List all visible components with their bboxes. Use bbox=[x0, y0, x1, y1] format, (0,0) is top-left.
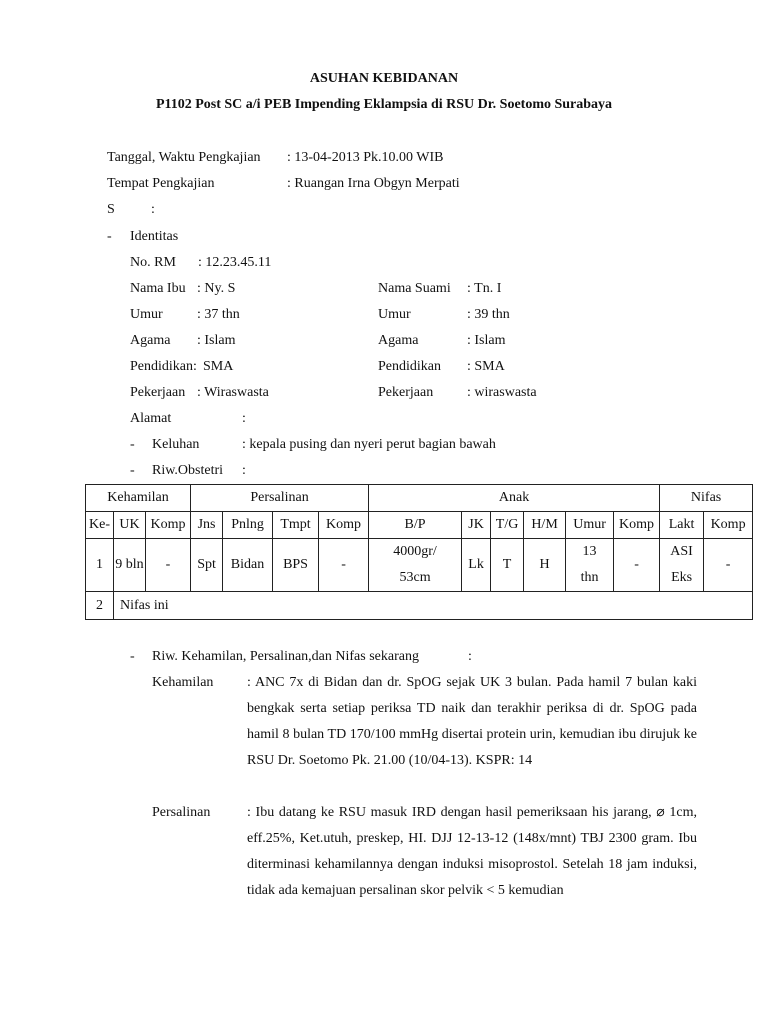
suami-agama-label: Agama bbox=[378, 333, 419, 348]
tempat-label: Tempat Pengkajian bbox=[107, 176, 215, 191]
riw-obstetri-bullet: - bbox=[130, 463, 135, 478]
header-jk: JK bbox=[462, 512, 491, 539]
riw-sekarang-colon: : bbox=[468, 649, 472, 664]
document-subtitle: P1102 Post SC a/i PEB Impending Eklampsia di RSU Dr. Soetomo Surabaya bbox=[155, 97, 613, 112]
document-title: ASUHAN KEBIDANAN bbox=[309, 71, 459, 86]
keluhan-label: Keluhan bbox=[152, 437, 200, 452]
tempat-value: : Ruangan Irna Obgyn Merpati bbox=[287, 176, 460, 191]
cell-umur bbox=[566, 539, 614, 592]
cell-komp: - bbox=[614, 539, 660, 592]
cell-bp-line2: 53cm bbox=[399, 570, 431, 585]
suami-agama-value: : Islam bbox=[467, 333, 506, 348]
header-tg: T/G bbox=[491, 512, 524, 539]
no-rm-label: No. RM bbox=[130, 255, 176, 270]
kehamilan-text: : ANC 7x di Bidan dan dr. SpOG sejak UK 3 bulan. Pada hamil 7 bulan kaki bengkak serta setiap periksa TD naik dan terakhir periksa di dr. SpOG pada hamil 8 bulan TD 170/100 mmHg disertai protein urin, kemudian ibu dirujuk ke RSU Dr. Soetomo Pk. 21.00 (10/04-13). KSPR: 14 bbox=[247, 675, 697, 768]
cell-komp: - bbox=[319, 539, 369, 592]
suami-umur-value: : 39 thn bbox=[467, 307, 510, 322]
header-tmpt: Tmpt bbox=[273, 512, 319, 539]
cell-umur-line1: 13 bbox=[582, 544, 597, 559]
table-row bbox=[86, 592, 753, 620]
s-label: S bbox=[107, 202, 115, 217]
no-rm-value: : 12.23.45.11 bbox=[198, 255, 272, 270]
cell-uk: 9 bln bbox=[114, 539, 146, 592]
cell-tmpt: BPS bbox=[273, 539, 319, 592]
identitas-label: Identitas bbox=[130, 229, 179, 244]
cell-jk: Lk bbox=[462, 539, 491, 592]
cell-lakt-line1: ASI bbox=[670, 544, 693, 559]
table-row bbox=[86, 539, 753, 592]
header-komp: Komp bbox=[319, 512, 369, 539]
group-anak: Anak bbox=[369, 485, 660, 512]
riw-obstetri-colon: : bbox=[242, 463, 246, 478]
header-pnlng: Pnlng bbox=[223, 512, 273, 539]
cell-hm: H bbox=[524, 539, 566, 592]
group-persalinan: Persalinan bbox=[191, 485, 369, 512]
header-hm: H/M bbox=[524, 512, 566, 539]
cell-ke: 1 bbox=[86, 539, 114, 592]
ibu-agama-value: : Islam bbox=[197, 333, 236, 348]
ibu-umur-value: : 37 thn bbox=[197, 307, 240, 322]
header-komp: Komp bbox=[146, 512, 191, 539]
header-jns: Jns bbox=[191, 512, 223, 539]
cell-bp bbox=[369, 539, 462, 592]
header-ke: Ke- bbox=[86, 512, 114, 539]
header-lakt: Lakt bbox=[660, 512, 704, 539]
riw-sekarang-bullet: - bbox=[130, 649, 135, 664]
header-bp: B/P bbox=[369, 512, 462, 539]
keluhan-value: : kepala pusing dan nyeri perut bagian bawah bbox=[242, 437, 496, 452]
cell-pnlng: Bidan bbox=[223, 539, 273, 592]
persalinan-text: : Ibu datang ke RSU masuk IRD dengan hasil pemeriksaan his jarang, ⌀ 1cm, eff.25%, Ket.utuh, preskep, HI. DJJ 12-13-12 (148x/mnt) TBJ 2300 gram. Ibu diterminasi kehamilannya dengan induksi misoprostol. Setelah 18 jam induksi, tidak ada kemajuan persalinan skor pelvik < 5 kemudian bbox=[247, 805, 697, 898]
ibu-nama-label: Nama Ibu bbox=[130, 281, 186, 296]
cell-bp-line1: 4000gr/ bbox=[393, 544, 437, 559]
suami-pendidikan-label: Pendidikan bbox=[378, 359, 441, 374]
s-colon: : bbox=[151, 202, 155, 217]
obstetric-history-table bbox=[85, 484, 753, 620]
ibu-pekerjaan-value: : Wiraswasta bbox=[197, 385, 269, 400]
suami-pekerjaan-label: Pekerjaan bbox=[378, 385, 434, 400]
kehamilan-label: Kehamilan bbox=[152, 675, 214, 690]
group-kehamilan: Kehamilan bbox=[86, 485, 191, 512]
suami-nama-label: Nama Suami bbox=[378, 281, 451, 296]
header-umur: Umur bbox=[566, 512, 614, 539]
ibu-umur-label: Umur bbox=[130, 307, 163, 322]
ibu-agama-label: Agama bbox=[130, 333, 171, 348]
riw-obstetri-label: Riw.Obstetri bbox=[152, 463, 224, 478]
tanggal-label: Tanggal, Waktu Pengkajian bbox=[107, 150, 261, 165]
group-nifas: Nifas bbox=[660, 485, 753, 512]
cell-tg: T bbox=[491, 539, 524, 592]
cell-lakt-line2: Eks bbox=[671, 570, 693, 585]
cell-lakt bbox=[660, 539, 704, 592]
cell-jns: Spt bbox=[191, 539, 223, 592]
suami-pekerjaan-value: : wiraswasta bbox=[467, 385, 537, 400]
identitas-bullet: - bbox=[107, 229, 112, 244]
tanggal-value: : 13-04-2013 Pk.10.00 WIB bbox=[287, 150, 444, 165]
keluhan-bullet: - bbox=[130, 437, 135, 452]
header-uk: UK bbox=[114, 512, 146, 539]
cell-komp: - bbox=[704, 539, 753, 592]
header-komp: Komp bbox=[704, 512, 753, 539]
suami-pendidikan-value: : SMA bbox=[467, 359, 505, 374]
cell-ke: 2 bbox=[86, 592, 114, 620]
ibu-nama-value: : Ny. S bbox=[197, 281, 236, 296]
persalinan-label: Persalinan bbox=[152, 805, 211, 820]
ibu-pendidikan-value: SMA bbox=[203, 359, 234, 374]
header-komp: Komp bbox=[614, 512, 660, 539]
suami-umur-label: Umur bbox=[378, 307, 411, 322]
cell-umur-line2: thn bbox=[580, 570, 599, 585]
riw-sekarang-label: Riw. Kehamilan, Persalinan,dan Nifas sekarang bbox=[152, 649, 419, 664]
ibu-pekerjaan-label: Pekerjaan bbox=[130, 385, 186, 400]
alamat-value: : bbox=[242, 411, 246, 426]
alamat-label: Alamat bbox=[130, 411, 172, 426]
suami-nama-value: : Tn. I bbox=[467, 281, 502, 296]
cell-komp: - bbox=[146, 539, 191, 592]
cell-nifas-ini: Nifas ini bbox=[114, 592, 753, 620]
ibu-pendidikan-label: Pendidikan: bbox=[130, 359, 197, 374]
